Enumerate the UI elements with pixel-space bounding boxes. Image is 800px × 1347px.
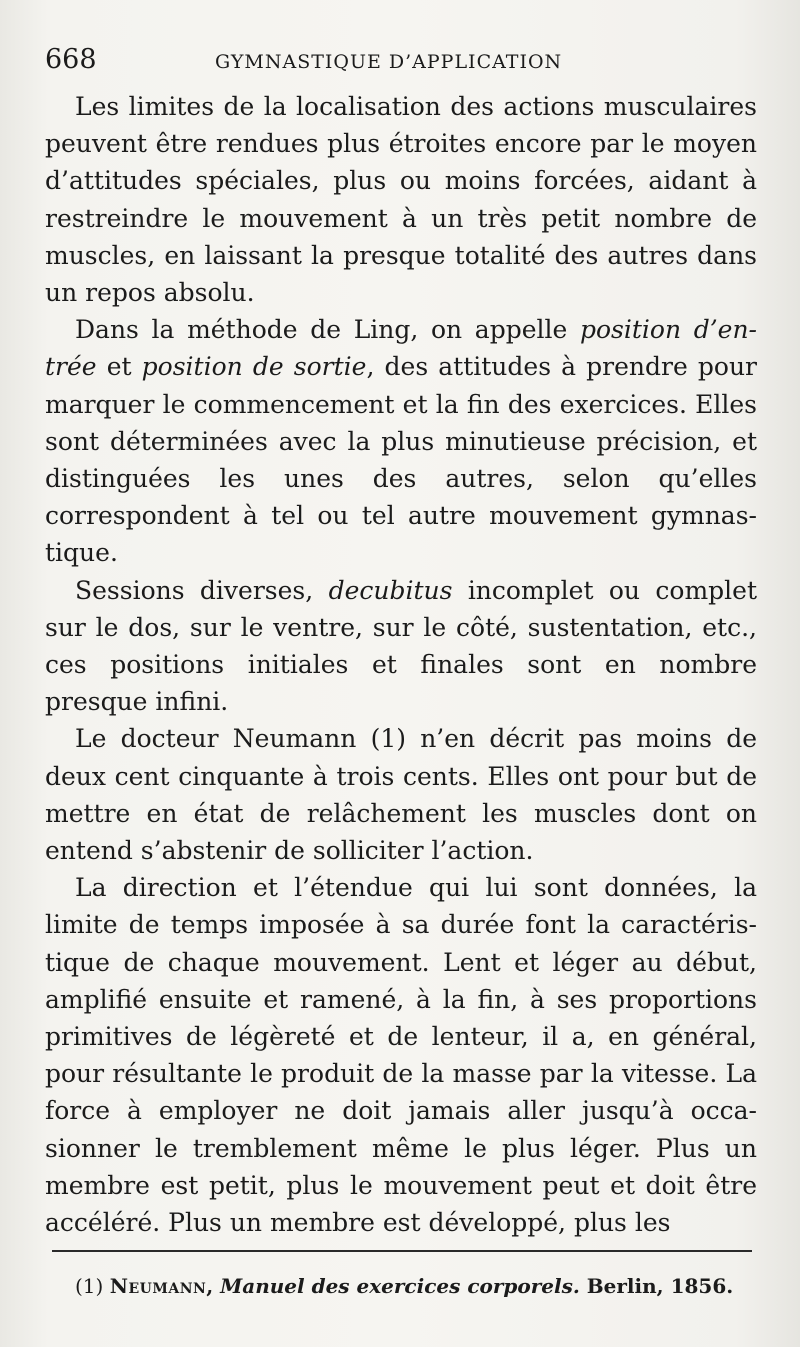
paragraph-text: Le docteur Neumann (1) n’en décrit pas moins de deux cent cinquante à trois cents. Elles ont pour but de mettre en état de relâchement les muscles dont on entend s’abstenir de solliciter l’action.: [45, 724, 757, 866]
italic-term: decubitus: [328, 575, 453, 605]
footnote-author: Neumann,: [109, 1274, 214, 1298]
running-title: GYMNASTIQUE D’APPLICATION: [215, 51, 563, 73]
footnote-marker: (1): [75, 1274, 110, 1298]
paragraph-text: et: [96, 352, 142, 382]
paragraph-text: La direction et l’étendue qui lui sont données, la limite de temps imposée à sa durée font la caractéristique de chaque mouvement. Lent et léger au début, amplifié ensuite et ramené, à la fin, à ses proportions primitives de légèreté et de lenteur, il a, en général, pour résultante le produit de la masse par la vitesse. La force à employer ne doit jamais aller jusqu’à occasionner le tremblement même le plus léger. Plus un membre est petit, plus le mouvement peut et doit être accéléré. Plus un membre est développé, plus les: [45, 873, 757, 1238]
paragraph: [45, 311, 757, 571]
footnote-publication: Berlin, 1856.: [579, 1274, 734, 1298]
footnote-divider: [52, 1250, 752, 1252]
footnote: [75, 1272, 755, 1300]
footnote-title: Manuel des exercices corporels.: [220, 1274, 580, 1298]
paragraph: [45, 869, 757, 1241]
paragraph: [45, 720, 757, 869]
italic-term: position d’entrée: [45, 315, 757, 382]
italic-term: position de sortie: [141, 352, 367, 382]
page-header: [45, 40, 755, 80]
paragraph: [45, 88, 757, 311]
paragraph-text: incomplet ou complet sur le dos, sur le ventre, sur le côté, sustentation, etc., ces positions initiales et finales sont en nombre presque infini.: [45, 575, 757, 717]
paragraph-text: Les limites de la localisation des actions musculaires peuvent être rendues plus étroites encore par le moyen d’attitudes spéciales, plus ou moins forcées, aidant à restreindre le mouvement à un très petit nombre de muscles, en laissant la presque totalité des autres dans un repos absolu.: [45, 92, 757, 308]
paragraph: [45, 572, 757, 721]
body-text: [45, 88, 757, 1241]
page-number: 668: [45, 44, 97, 75]
paragraph-text: , des attitudes à prendre pour marquer le commencement et la fin des exercices. Elles sont déterminées avec la plus minutieuse précision, et distinguées les unes des autres, selon qu’elles correspondent à tel ou tel autre mouvement gymnastique.: [45, 352, 757, 568]
paragraph-text: Sessions diverses,: [75, 575, 329, 605]
paragraph-text: Dans la méthode de Ling, on appelle: [75, 315, 580, 345]
